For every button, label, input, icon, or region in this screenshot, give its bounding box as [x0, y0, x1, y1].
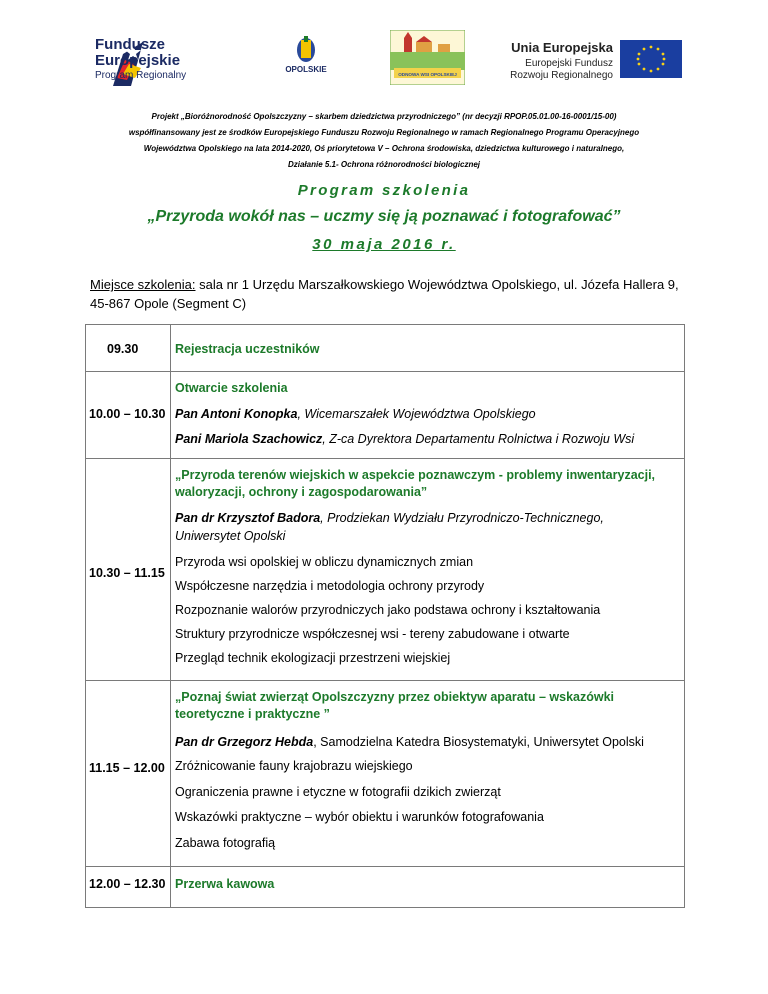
time-lecture-1: 10.30 – 11.15: [89, 566, 165, 580]
time-opening: 10.00 – 10.30: [89, 407, 166, 421]
row-divider: [85, 458, 685, 459]
fundusze-line3: Program Regionalny: [95, 70, 187, 81]
schedule-column-divider: [170, 324, 171, 908]
speaker-name: Pan Antoni Konopka: [175, 407, 298, 421]
lecture-2-topic: Zróżnicowanie fauny krajobrazu wiejskiego: [175, 759, 413, 773]
program-title: Program szkolenia: [297, 182, 471, 199]
lecture-2-topic: Wskazówki praktyczne – wybór obiektu i warunków fotografowania: [175, 810, 544, 824]
time-lecture-2: 11.15 – 12.00: [89, 761, 165, 775]
project-line-2: współfinansowany jest ze środków Europejskiego Funduszu Rozwoju Regionalnego w ramach Regionalnego Programu Operacyjnego: [128, 128, 640, 137]
venue-line-1: [90, 277, 679, 292]
eu-flag-icon: [620, 40, 682, 78]
lecture-1-topic: Rozpoznanie walorów przyrodniczych jako podstawa ochrony i kształtowania: [175, 603, 601, 617]
project-line-3: Województwa Opolskiego na lata 2014-2020, Oś priorytetowa V – Ochrona środowiska, dziedzictwa kulturowego i naturalnego,: [143, 144, 625, 153]
speaker-role: , Z-ca Dyrektora Departamentu Rolnictwa i Rozwoju Wsi: [322, 432, 635, 446]
fundusze-line2: Europejskie: [95, 52, 181, 69]
project-line-4: Działanie 5.1- Ochrona różnorodności biologicznej: [287, 160, 481, 169]
time-coffee-break: 12.00 – 12.30: [89, 877, 166, 891]
opolskie-text: OPOLSKIE: [285, 65, 327, 74]
speaker-hebda: [175, 735, 644, 749]
lecture-2-title-line-2: teoretyczne i praktyczne ”: [175, 707, 330, 721]
program-date-text: 30 maja 2016 r.: [312, 236, 456, 253]
speaker-name: Pan dr Krzysztof Badora: [175, 511, 321, 525]
lecture-1-topic: Współczesne narzędzia i metodologia ochrony przyrody: [175, 579, 485, 593]
speaker-role: , Samodzielna Katedra Biosystematyki, Uniwersytet Opolski: [313, 735, 644, 749]
registration-title: Rejestracja uczestników: [175, 342, 320, 356]
speaker-name: Pan dr Grzegorz Hebda: [175, 735, 314, 749]
speaker-role: , Prodziekan Wydziału Przyrodniczo-Technicznego,: [320, 511, 604, 525]
opening-title: Otwarcie szkolenia: [175, 381, 288, 395]
venue-label: Miejsce szkolenia:: [90, 277, 196, 292]
speaker-badora: [175, 511, 604, 525]
lecture-1-topic: Przyroda wsi opolskiej w obliczu dynamicznych zmian: [175, 555, 474, 569]
row-divider: [85, 680, 685, 681]
venue-line-2: 45-867 Opole (Segment C): [90, 296, 247, 311]
program-date: [0, 236, 768, 253]
speaker-name: Pani Mariola Szachowicz: [175, 432, 323, 446]
odnowa-wsi-text: ODNOWA WSI OPOLSKIEJ: [398, 72, 457, 77]
lecture-1-topic: Przegląd technik ekologizacji przestrzeni wiejskiej: [175, 651, 451, 665]
ue-sub2: Rozwoju Regionalnego: [510, 70, 613, 81]
lecture-1-title-line-2: waloryzacji, ochrony i zagospodarowania”: [175, 485, 428, 499]
program-subtitle: „Przyroda wokół nas – uczmy się ją poznawać i fotografować”: [147, 208, 621, 225]
time-registration: 09.30: [107, 342, 139, 356]
ue-title: Unia Europejska: [511, 40, 613, 55]
ue-sub1: Europejski Fundusz: [525, 58, 613, 69]
row-divider: [85, 371, 685, 372]
speaker-konopka: [175, 407, 536, 421]
lecture-2-title-line-1: „Poznaj świat zwierząt Opolszczyzny przez obiektyw aparatu – wskazówki: [175, 690, 615, 704]
venue-text-1: sala nr 1 Urzędu Marszałkowskiego Województwa Opolskiego, ul. Józefa Hallera 9,: [195, 277, 679, 292]
speaker-szachowicz: [175, 432, 634, 446]
lecture-2-topic: Ograniczenia prawne i etyczne w fotografii dzikich zwierząt: [175, 785, 501, 799]
coffee-break-title: Przerwa kawowa: [175, 877, 275, 891]
lecture-1-title-line-1: „Przyroda terenów wiejskich w aspekcie poznawczym - problemy inwentaryzacji,: [175, 468, 656, 482]
lecture-1-topic: Struktury przyrodnicze współczesnej wsi - tereny zabudowane i otwarte: [175, 627, 570, 641]
project-line-1: Projekt „Bioróżnorodność Opolszczyzny – skarbem dziedzictwa przyrodniczego” (nr decyzji RPOP.05.01.00-16-0001/15-00): [151, 112, 617, 121]
speaker-role: , Wicemarszałek Województwa Opolskiego: [297, 407, 536, 421]
speaker-badora-affiliation: Uniwersytet Opolski: [175, 529, 286, 543]
row-divider: [85, 866, 685, 867]
lecture-2-topic: Zabawa fotografią: [175, 836, 276, 850]
fundusze-line1: Fundusze: [95, 36, 165, 53]
